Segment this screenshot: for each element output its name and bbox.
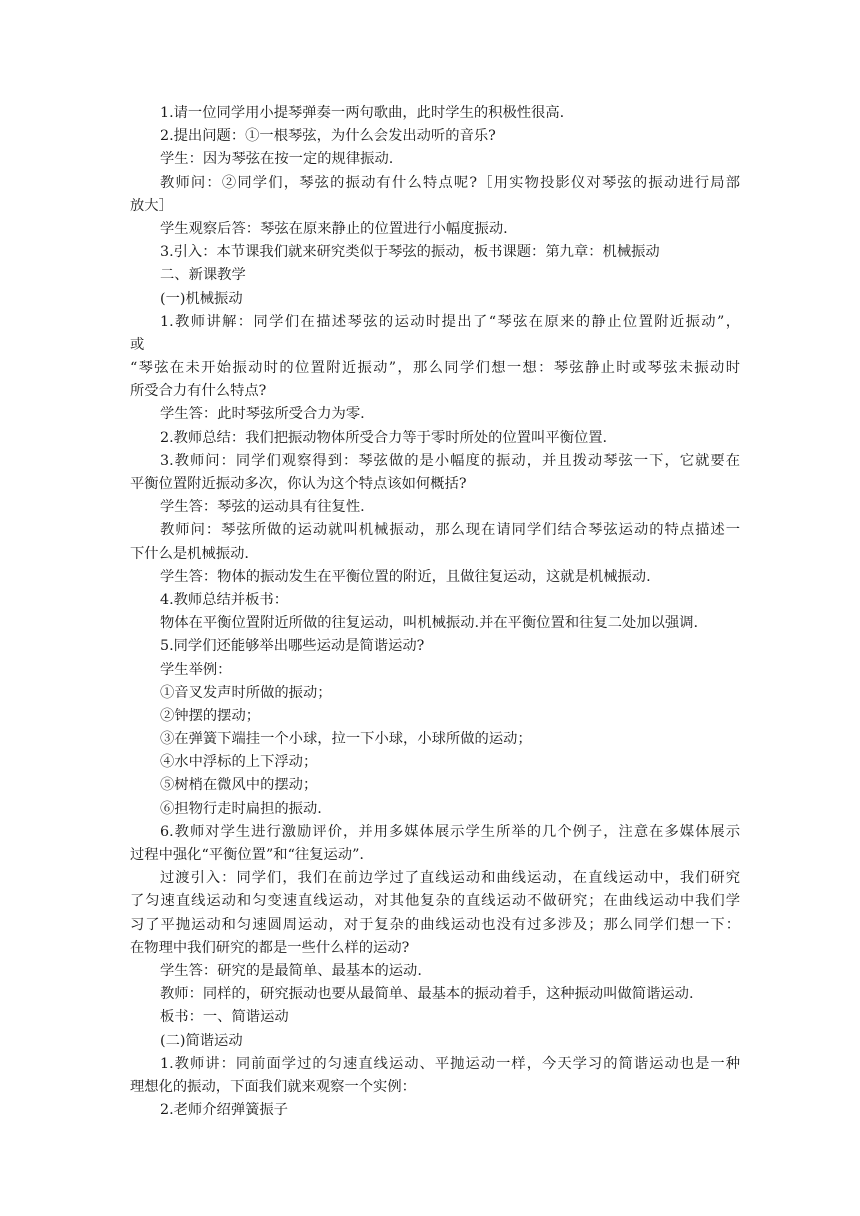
text-line: 所受合力有什么特点? [130,383,267,400]
text-line: 学生：因为琴弦在按一定的规律振动. [160,151,394,168]
text-line: 学生举例： [160,661,232,678]
text-line: 过渡引入：同学们，我们在前边学过了直线运动和曲线运动，在直线运动中，我们研究 [160,870,740,887]
text-line: 3.教师问：同学们观察得到：琴弦做的是小幅度的振动，并且拨动琴弦一下，它就要在 [160,452,740,469]
text-line: 1.教师讲：同前面学过的匀速直线运动、平抛运动一样，今天学习的简谐运动也是一种 [160,1055,740,1072]
text-line: 2.教师总结：我们把振动物体所受合力等于零时所处的位置叫平衡位置. [160,429,608,446]
text-line: (二)简谐运动 [160,1032,243,1049]
text-line: 在物理中我们研究的都是一些什么样的运动? [130,939,410,956]
document-body [130,102,740,1122]
text-line: 1.请一位同学用小提琴弹奏一两句歌曲，此时学生的积极性很高. [160,105,565,121]
text-line: “琴弦在未开始振动时的位置附近振动”，那么同学们想一想：琴弦静止时或琴弦未振动时 [130,360,740,377]
text-line: 6.教师对学生进行激励评价，并用多媒体展示学生所举的几个例子，注意在多媒体展示 [160,823,740,840]
text-line: 放大］ [130,197,173,214]
text-line: 下什么是机械振动. [130,545,249,562]
text-line: 学生答：研究的是最简单、最基本的运动. [160,962,422,979]
text-line: 3.引入：本节课我们就来研究类似于琴弦的振动，板书课题：第九章：机械振动 [160,244,660,261]
text-line: 过程中强化“平衡位置”和“往复运动”. [130,847,364,863]
text-line: ③在弹簧下端挂一个小球，拉一下小球，小球所做的运动； [160,731,532,748]
text-line: ②钟摆的摆动； [160,707,261,724]
text-line: 二、新课教学 [160,267,246,284]
text-line: 学生答：琴弦的运动具有往复性. [160,499,365,516]
text-line: 学生答：此时琴弦所受合力为零. [160,406,365,423]
text-line: 理想化的振动，下面我们就来观察一个实例： [130,1078,416,1095]
text-line: 4.教师总结并板书： [160,591,289,608]
text-line: 教师：同样的，研究振动也要从最简单、最基本的振动着手，这种振动叫做简谐运动. [160,986,694,1003]
text-line: 学生观察后答：琴弦在原来静止的位置进行小幅度振动. [160,220,508,237]
text-line: ⑤树梢在微风中的摆动； [160,777,318,794]
text-line: ④水中浮标的上下浮动； [160,754,318,771]
text-line: 教师问：琴弦所做的运动就叫机械振动，那么现在请同学们结合琴弦运动的特点描述一 [160,522,740,539]
text-line: 板书：一、简谐运动 [160,1009,289,1026]
text-line: 2.老师介绍弹簧振子 [160,1102,289,1119]
text-line: 物体在平衡位置附近所做的往复运动，叫机械振动.并在平衡位置和往复二处加以强调. [160,615,699,632]
text-line: 学生答：物体的振动发生在平衡位置的附近，且做往复运动，这就是机械振动. [160,568,651,585]
text-line: 平衡位置附近振动多次，你认为这个特点该如何概括? [130,476,467,492]
text-line: ⑥担物行走时扁担的振动. [160,800,322,817]
text-line: 习了平抛运动和匀速圆周运动，对于复杂的曲线运动也没有过多涉及；那么同学们想一下： [130,916,740,933]
text-line: ①音叉发声时所做的振动； [160,684,332,701]
text-line: 了匀速直线运动和匀变速直线运动，对其他复杂的直线运动不做研究；在曲线运动中我们学 [130,893,740,910]
text-line: 5.同学们还能够举出哪些运动是简谐运动? [160,638,425,655]
text-line: 2.提出问题：①一根琴弦，为什么会发出动听的音乐? [160,128,496,145]
text-line: 1.教师讲解：同学们在描述琴弦的运动时提出了“琴弦在原来的静止位置附近振动”， [160,313,740,330]
text-line: 或 [130,336,145,353]
text-line: 教师问：②同学们，琴弦的振动有什么特点呢?［用实物投影仪对琴弦的振动进行局部 [160,174,740,191]
text-line: (一)机械振动 [160,290,243,307]
